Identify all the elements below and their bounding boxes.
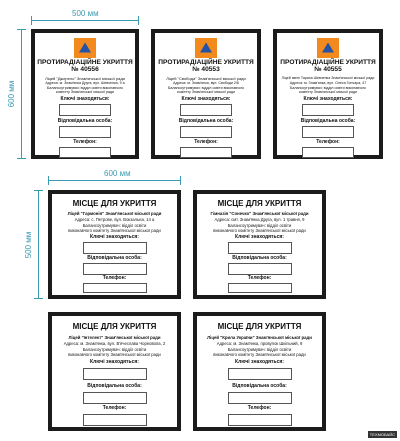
shelter-sign-40556 (31, 29, 139, 159)
watermark: ТЕХМОБАЙС (369, 432, 395, 437)
bottom-height-tick-top (34, 190, 43, 191)
phone-field (83, 283, 147, 293)
sign-address: Адреса: с. Петрове, вул. Вокзальна, 14 а (74, 217, 155, 222)
sign-address: Адреса: м. Знам'янка, провулок Шкільний, 9 (216, 341, 303, 346)
bottom-height-label: 500 мм (24, 231, 33, 259)
responsible-field (228, 392, 292, 404)
shelter-place-sign-harmoniia (48, 190, 181, 299)
phone-field (228, 414, 292, 426)
sign-address: Адреса: смт. Знам'янка Друга, вул. 1 травня, 9 (214, 217, 305, 222)
phone-label: Телефон: (194, 139, 218, 145)
keys-field (228, 242, 292, 254)
keys-field (83, 242, 147, 254)
keys-field (228, 368, 292, 380)
sign-balance: Балансоутримувач: відділ освіти виконавчого комітету Знам'янської міської ради (290, 86, 366, 95)
sign-org: Ліцей "Свобода" Знам'янської міської ради (166, 76, 246, 81)
sign-title: ПРОТИРАДІАЦІЙНЕ УКРИТТЯ (37, 59, 133, 66)
shelter-place-sign-kryla-ukrainy (193, 312, 326, 431)
responsible-label: Відповідальна особа: (87, 255, 142, 261)
top-height-label: 600 мм (7, 80, 16, 108)
phone-label: Телефон: (102, 405, 127, 411)
phone-label: Телефон: (73, 139, 97, 145)
sign-org: Ліцей "Гармонія" Знам'янської міської ради (67, 211, 162, 216)
sign-balance-2: виконавчого комітету Знам'янської міської ради (213, 352, 306, 357)
sign-balance-2: виконавчого комітету Знам'янської міської ради (213, 228, 306, 233)
keys-label: Ключі знаходяться: (60, 96, 110, 102)
sign-balance-2: виконавчого комітету Знам'янської міської ради (68, 352, 161, 357)
keys-label: Ключі знаходяться: (181, 96, 231, 102)
top-height-tick-top (17, 29, 26, 30)
sign-address: Адреса: м. Знам'янка, вул. Олеся Гончара, 47 (289, 81, 367, 85)
bottom-width-tick-left (48, 176, 49, 185)
phone-label: Телефон: (247, 275, 272, 281)
sign-balance: Балансоутримувач: відділ освіти виконавчого комітету Знам'янської міської ради (47, 86, 123, 95)
bottom-height-line (38, 190, 39, 299)
sign-title: МІСЦЕ ДЛЯ УКРИТТЯ (72, 322, 157, 331)
responsible-field (302, 126, 354, 138)
sign-title: ПРОТИРАДІАЦІЙНЕ УКРИТТЯ (280, 59, 376, 66)
sign-address: Адреса: м. Знам'янка, вул. В'ячеслава Чорновола, 2 (63, 341, 166, 346)
sign-balance-1: Балансоутримувач: відділ освіти (82, 223, 147, 228)
sign-org: Ліцей "Джерело" Знам'янської міської ради (45, 76, 125, 81)
responsible-field (83, 263, 147, 275)
sign-title: МІСЦЕ ДЛЯ УКРИТТЯ (217, 199, 302, 208)
sign-title: МІСЦЕ ДЛЯ УКРИТТЯ (72, 199, 157, 208)
civil-defense-emblem-icon (74, 38, 96, 58)
sign-org: Ліцей імені Тараса Шевченка Знам'янської міської ради (281, 76, 375, 80)
keys-field (83, 368, 147, 380)
shelter-sign-40555 (273, 29, 383, 159)
responsible-field (180, 126, 232, 138)
civil-defense-emblem-icon (317, 38, 339, 58)
shelter-place-sign-sonechko (193, 190, 326, 299)
sign-org: Ліцей "Інтелект" Знам'янської міської ради (68, 335, 161, 340)
top-width-label: 500 мм (72, 9, 99, 18)
bottom-height-tick-bottom (34, 298, 43, 299)
bottom-width-tick-right (180, 176, 181, 185)
phone-field (228, 283, 292, 293)
top-width-tick-right (138, 16, 139, 25)
responsible-label: Відповідальна особа: (300, 118, 356, 124)
shelter-sign-40553 (151, 29, 261, 159)
phone-label: Телефон: (102, 275, 127, 281)
keys-label: Ключі знаходяться: (235, 359, 284, 365)
sign-balance: Балансоутримувач: відділ освіти виконавчого комітету Знам'янської міської ради (168, 86, 244, 95)
sign-title: ПРОТИРАДІАЦІЙНЕ УКРИТТЯ (158, 59, 254, 66)
top-width-tick-left (31, 16, 32, 25)
keys-label: Ключі знаходяться: (235, 234, 284, 240)
sign-address: Адреса: м. Знам'янка Друга, вул. Шевченка, 9 а (45, 81, 125, 85)
responsible-field (83, 392, 147, 404)
keys-field (59, 104, 111, 116)
sign-number: № 40555 (314, 66, 342, 73)
keys-field (302, 104, 354, 116)
keys-label: Ключі знаходяться: (303, 96, 353, 102)
bottom-width-line (48, 180, 181, 181)
phone-label: Телефон: (247, 405, 272, 411)
phone-field (59, 147, 111, 158)
sign-number: № 40556 (71, 66, 99, 73)
sign-balance-1: Балансоутримувач: відділ освіти (82, 347, 147, 352)
keys-label: Ключі знаходяться: (90, 234, 139, 240)
sign-number: № 40553 (192, 66, 220, 73)
top-height-tick-bottom (17, 158, 26, 159)
sign-balance-1: Балансоутримувач: відділ освіти (227, 223, 292, 228)
responsible-field (59, 126, 111, 138)
shelter-place-sign-intelekt (48, 312, 181, 431)
responsible-field (228, 263, 292, 275)
sign-balance-1: Балансоутримувач: відділ освіти (227, 347, 292, 352)
phone-label: Телефон: (316, 139, 340, 145)
sign-org: Гімназія "Сонечко" Знам'янської міської ради (210, 211, 309, 216)
sign-balance-2: виконавчого комітету Знам'янської міської ради (68, 228, 161, 233)
civil-defense-emblem-icon (195, 38, 217, 58)
keys-label: Ключі знаходяться: (90, 359, 139, 365)
responsible-label: Відповідальна особа: (232, 255, 287, 261)
sign-org: Ліцей "Крила України" Знам'янської міської ради (207, 335, 312, 340)
top-width-line (31, 20, 139, 21)
sign-address: Адреса: м. Знам'янка, вул. Свободи 2/6 (173, 81, 239, 85)
bottom-width-label: 600 мм (104, 169, 131, 178)
sign-title: МІСЦЕ ДЛЯ УКРИТТЯ (217, 322, 302, 331)
responsible-label: Відповідальна особа: (87, 383, 142, 389)
top-height-line (21, 29, 22, 159)
keys-field (180, 104, 232, 116)
phone-field (180, 147, 232, 158)
responsible-label: Відповідальна особа: (57, 118, 113, 124)
phone-field (83, 414, 147, 426)
responsible-label: Відповідальна особа: (178, 118, 234, 124)
responsible-label: Відповідальна особа: (232, 383, 287, 389)
phone-field (302, 147, 354, 158)
